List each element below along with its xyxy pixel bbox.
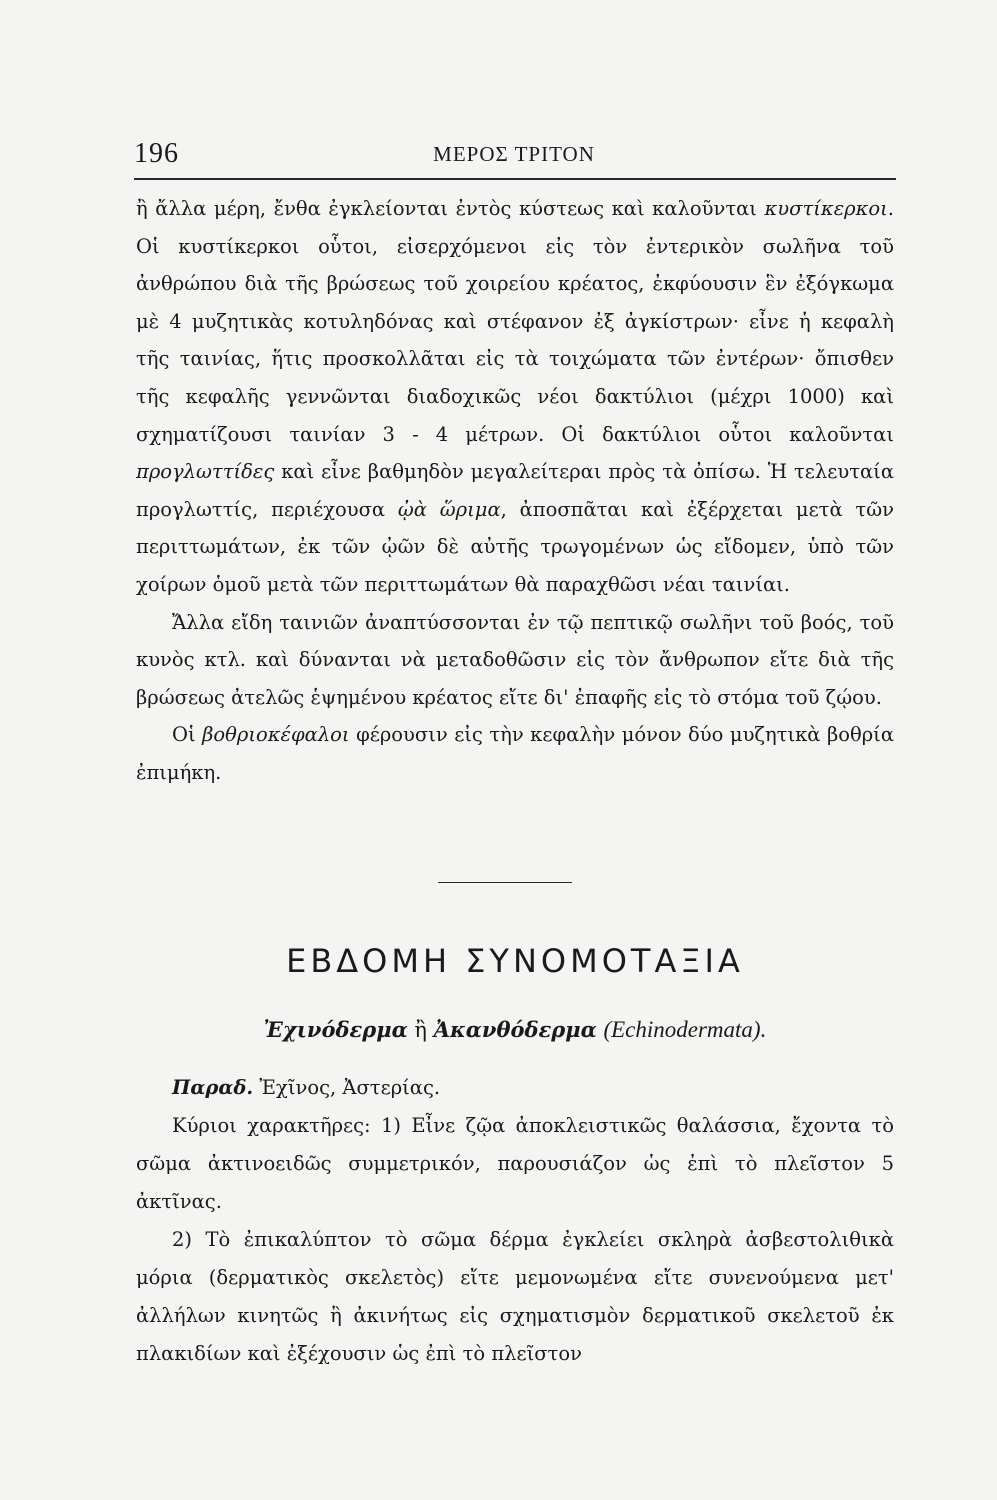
section-subtitle — [136, 1017, 894, 1043]
text-run: ἢ ἄλλα μέρη, ἔνθα ἐγκλείονται ἐντὸς κύστεως καὶ καλοῦνται — [136, 197, 765, 220]
paragraph-other-tapeworms: Ἄλλα εἴδη ταινιῶν ἀναπτύσσονται ἐν τῷ πεπτικῷ σωλῆνι τοῦ βοός, τοῦ κυνὸς κτλ. καὶ δύνανται νὰ μεταδοθῶσιν εἰς τὸν ἄνθρωπον εἴτε διὰ τῆς βρώσεως ἀτελῶς ἑψημένου κρέατος εἴτε δι' ἐπαφῆς εἰς τὸ στόμα τοῦ ζῴου. — [136, 610, 894, 709]
subtitle-greek-akanthoderma: Ἀκανθόδερμα — [433, 1017, 597, 1042]
paragraph-bothriocephali — [136, 716, 894, 791]
section-title: ΕΒΔΟΜΗ ΣΥΝΟΜΟΤΑΞΙΑ — [286, 942, 744, 980]
subtitle-greek-echinoderma: Ἐχινόδερμα — [263, 1017, 408, 1042]
text-run: . Οἱ κυστίκερκοι οὗτοι, εἰσερχόμενοι εἰς τὸν ἐντερικὸν σωλῆνα τοῦ ἀνθρώπου διὰ τῆς βρώσεως τοῦ χοιρείου κρέατος, ἐκφύουσιν ἓν ἐξόγκωμα μὲ 4 μυζητικὰς κοτυληδόνας καὶ στέφανον ἐξ ἀγκίστρων· εἶνε ἡ κεφαλὴ τῆς ταινίας, ἥτις προσκολλᾶται εἰς τὰ τοιχώματα τῶν ἐντέρων· ὄπισθεν τῆς κεφαλῆς γεννῶνται διαδοχικῶς νέοι δακτύλιοι (μέχρι 1000) καὶ σχηματίζουσι ταινίαν 3 - 4 μέτρων. Οἱ δακτύλιοι οὗτοι καλοῦνται — [136, 197, 894, 446]
term-proglottides: προγλωττίδες — [136, 460, 275, 484]
running-head: ΜΕΡΟΣ ΤΡΙΤΟΝ — [433, 142, 595, 166]
characteristic-1: Κύριοι χαρακτῆρες: 1) Εἶνε ζῷα ἀποκλειστικῶς θαλάσσια, ἔχοντα τὸ σῶμα ἀκτινοειδῶς συμμετρικόν, παρουσιάζον ὡς ἐπὶ τὸ πλεῖστον 5 ἀκτῖνας. — [136, 1114, 894, 1213]
section-divider — [438, 882, 572, 883]
text-run: καὶ εἶνε βαθμηδὸν μεγαλείτεραι πρὸς τὰ ὀπίσω. Ἡ τελευταία προγλωττίς, περιέχουσα — [136, 460, 894, 521]
text-run: φέρουσιν εἰς τὴν κεφαλὴν μόνον δύο μυζητικὰ βοθρία ἐπιμήκη. — [136, 723, 894, 784]
page-header — [134, 138, 894, 174]
text-run: , ἀποσπᾶται καὶ ἐξέρχεται μετὰ τῶν περιττωμάτων, ἐκ τῶν ᾠῶν δὲ αὐτῆς τρωγομένων ὡς εἴδομεν, ὑπὸ τῶν χοίρων ὁμοῦ μετὰ τῶν περιττωμάτων θὰ παραχθῶσι νέαι ταινίαι. — [136, 497, 894, 596]
term-oa-orima: ᾠὰ ὥριμα — [397, 497, 501, 521]
section-body — [136, 1069, 894, 1373]
examples-line — [136, 1069, 894, 1107]
body-text — [136, 190, 894, 792]
paragraph-tapeworm-cysts — [136, 190, 894, 604]
term-bothriokefaloi: βοθριοκέφαλοι — [202, 723, 350, 747]
text-run: Οἱ — [172, 723, 203, 747]
examples-label: Παραδ. — [172, 1076, 254, 1099]
term-kystikerkoi: κυστίκερκοι — [764, 197, 888, 220]
examples-text: Ἐχῖνος, Ἀστερίας. — [253, 1076, 441, 1099]
characteristic-2: 2) Τὸ ἐπικαλύπτον τὸ σῶμα δέρμα ἐγκλείει σκληρὰ ἀσβεστολιθικὰ μόρια (δερματικὸς σκελετὸς) εἴτε μεμονωμένα εἴτε συνενούμενα μετ' ἀλλήλων κινητῶς ἢ ἀκινήτως εἰς σχηματισμὸν δερματικοῦ σκελετοῦ ἐκ πλακιδίων καὶ ἐξέχουσιν ὡς ἐπὶ τὸ πλεῖστον — [136, 1228, 894, 1365]
subtitle-latin: (Echinodermata). — [603, 1017, 767, 1042]
header-rule — [134, 178, 896, 180]
page-number: 196 — [134, 138, 179, 169]
subtitle-conjunction: ἢ — [407, 1018, 434, 1042]
